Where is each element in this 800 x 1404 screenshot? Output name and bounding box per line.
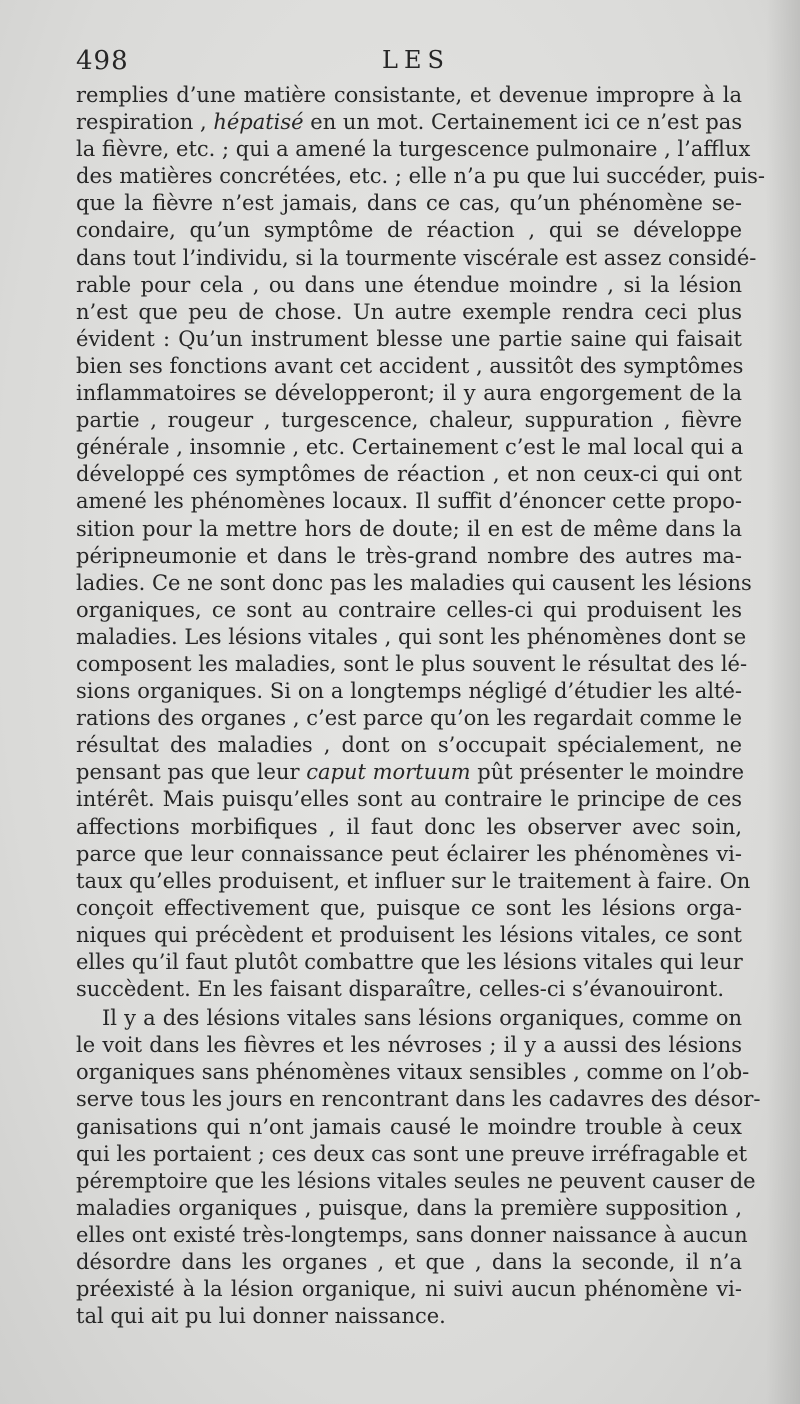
text-line: tal qui ait pu lui donner naissance.	[76, 1304, 446, 1329]
text-line: ladies. Ce ne sont donc pas les maladies qui causent les lésions	[76, 570, 752, 595]
text-line: péripneumonie et dans le très-grand nombre des autres ma-	[76, 543, 742, 568]
text-line: qui les portaient ; ces deux cas sont une preuve irréfragable et	[76, 1141, 748, 1166]
text-line: évident : Qu’un instrument blesse une partie saine qui faisait	[76, 326, 742, 351]
text-line: amené les phénomènes locaux. Il suffit d’énoncer cette propo-	[76, 489, 742, 514]
text-line: Il y a des lésions vitales sans lésions organiques, comme on	[102, 1006, 742, 1031]
text-line: le voit dans les fièvres et les névroses ; il y a aussi des lésions	[76, 1033, 742, 1058]
text-line-part: respiration ,	[76, 110, 214, 135]
paragraph-2	[76, 1005, 761, 1330]
page-edge-shadow	[766, 0, 800, 1404]
text-line: préexisté à la lésion organique, ni suivi aucun phénomène vi-	[76, 1277, 742, 1302]
paragraph-1	[76, 82, 766, 1003]
text-line: partie , rougeur , turgescence, chaleur, suppuration , fièvre	[76, 408, 742, 433]
text-line	[76, 759, 745, 786]
text-line: résultat des maladies , dont on s’occupait spécialement, ne	[76, 733, 742, 758]
text-line: maladies. Les lésions vitales , qui sont les phénomènes dont se	[76, 624, 747, 649]
text-line-part: pensant pas que leur	[76, 760, 307, 785]
text-line: remplies d’une matière consistante, et devenue impropre à la	[76, 83, 742, 107]
text-line: niques qui précèdent et produisent les lésions vitales, ce sont	[76, 922, 742, 947]
text-line: inflammatoires se développeront; il y aura engorgement de la	[76, 381, 742, 406]
text-line: intérêt. Mais puisqu’elles sont au contraire le principe de ces	[76, 787, 742, 812]
text-line: la fièvre, etc. ; qui a amené la turgescence pulmonaire , l’afflux	[76, 137, 751, 162]
text-line: taux qu’elles produisent, et influer sur le traitement à faire. On	[76, 868, 751, 893]
text-line: péremptoire que les lésions vitales seules ne peuvent causer de	[76, 1168, 756, 1193]
page-number: 498	[76, 46, 129, 76]
text-line: serve tous les jours en rencontrant dans les cadavres des désor-	[76, 1087, 761, 1112]
text-line: sions organiques. Si on a longtemps négligé d’étudier les alté-	[76, 679, 742, 704]
text-line: conçoit effectivement que, puisque ce sont les lésions orga-	[76, 895, 742, 920]
text-line: bien ses fonctions avant cet accident , aussitôt des symptômes	[76, 353, 744, 378]
page-header	[76, 46, 742, 80]
text-line: succèdent. En les faisant disparaître, celles-ci s’évanouiront.	[76, 977, 725, 1002]
italic-term: caput mortuum	[306, 760, 471, 785]
text-line: composent les maladies, sont le plus souvent le résultat des lé-	[76, 651, 748, 676]
text-line: des matières concrétées, etc. ; elle n’a pu que lui succéder, puis-	[76, 164, 766, 189]
text-line: elles qu’il faut plutôt combattre que les lésions vitales qui leur	[76, 950, 743, 974]
text-line: désordre dans les organes , et que , dans la seconde, il n’a	[76, 1250, 742, 1275]
text-line: ganisations qui n’ont jamais causé le moindre trouble à ceux	[76, 1114, 742, 1139]
text-line: parce que leur connaissance peut éclairer les phénomènes vi-	[76, 841, 742, 866]
text-line-part: pût présenter le moindre	[470, 760, 745, 785]
text-line: organiques sans phénomènes vitaux sensibles , comme on l’ob-	[76, 1060, 750, 1085]
body-text	[76, 82, 766, 1330]
text-line: n’est que peu de chose. Un autre exemple rendra ceci plus	[76, 299, 742, 324]
text-line: que la fièvre n’est jamais, dans ce cas, qu’un phénomène se-	[76, 191, 742, 216]
text-line: rations des organes , c’est parce qu’on les regardait comme le	[76, 706, 742, 731]
text-line: développé ces symptômes de réaction , et non ceux-ci qui ont	[76, 462, 742, 487]
text-line: condaire, qu’un symptôme de réaction , qui se développe	[76, 218, 742, 243]
text-line: elles ont existé très-longtemps, sans donner naissance à aucun	[76, 1222, 748, 1247]
text-line: dans tout l’individu, si la tourmente viscérale est assez considé-	[76, 245, 757, 270]
italic-term: hépatisé	[213, 110, 304, 135]
text-line-part: en un mot. Certainement ici ce n’est pas	[303, 110, 743, 135]
text-line: organiques, ce sont au contraire celles-ci qui produisent les	[76, 597, 742, 622]
text-line	[76, 109, 742, 136]
text-line: sition pour la mettre hors de doute; il en est de même dans la	[76, 516, 742, 541]
running-head: LES	[382, 46, 450, 74]
text-line: maladies organiques , puisque, dans la première supposition ,	[76, 1195, 742, 1220]
text-line: rable pour cela , ou dans une étendue moindre , si la lésion	[76, 272, 742, 297]
text-line: affections morbifiques , il faut donc les observer avec soin,	[76, 814, 742, 839]
text-line: générale , insomnie , etc. Certainement c’est le mal local qui a	[76, 435, 744, 460]
